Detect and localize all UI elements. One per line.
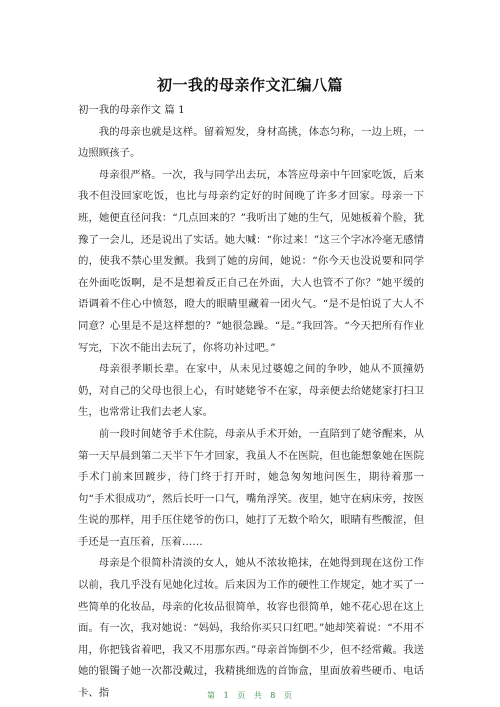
paragraph-4: 前一段时间姥爷手术住院，母亲从手术开始，一直陪到了姥爷醒来，从第一天早晨到第二天半下午才回家，我虽人不在医院，但也能想象她在医院手术门前来回踱步，待门终于打开时，她急匆匆地问医生，期待着那一句“手术很成功”，然后长吁一口气，嘴角浮笑。夜里，她守在病床旁，按医生说的那样，用手压住姥爷的伤口，她打了无数个哈欠，眼睛有些酸涩，但手还是一直压着，压着……	[78, 427, 424, 548]
paragraph-1: 我的母亲也就是这样。留着短发，身材高挑，体态匀称，一边上班，一边照顾孩子。	[78, 125, 424, 160]
section-heading: 初一我的母亲作文 篇 1	[78, 104, 185, 116]
paragraph-2: 母亲很严格。一次，我与同学出去玩，本答应母亲中午回家吃饭，后来我不但没回家吃饭，也比与母亲约定好的时间晚了许多才回家。母亲一下班，她便直径问我：“几点回来的？”我听出了她的生气，见她板着个脸，犹豫了一会儿，还是说出了实话。她大喊：“你过来！”这三个字冰冷毫无感情的，使我不禁心里发颤。我到了她的房间，她说：“你今天也没说要和同学在外面吃饭啊，是不是想着反正自己在外面，大人也管不了你？”她平缓的语调着不住心中愤怒，瞪大的眼睛里藏着一团火气。“是不是怕说了大人不同意？心里是不是这样想的？”她很急躁。“是。”我回答。“今天把所有作业写完，下次不能出去玩了，你将功补过吧。”	[78, 168, 424, 354]
document-body	[78, 100, 424, 705]
paragraph-5: 母亲是个很简朴清淡的女人，她从不浓妆艳抹，在她得到现在这份工作以前，我几乎没有见她化过妆。后来因为工作的硬性工作规定，她才买了一些简单的化妆品，母亲的化妆品很简单，妆容也很简单，她不花心思在这上面。有一次，我对她说：“妈妈，我给你买只口红吧。”她却笑着说：“不用不用，你把钱省着吧，我又不用那东西。”母亲首饰倒不少，但不经常戴。我送她的银镯子她一次都没戴过，我精挑细选的首饰盒，里面放着些硬币、电话卡、指	[78, 557, 424, 700]
page-footer: 第 1 页 共 8 页	[207, 691, 293, 700]
paragraph-3: 母亲很孝顺长辈。在家中，从未见过婆媳之间的争吵，她从不顶撞奶奶，对自己的父母也很上心，有时姥姥爷不在家，母亲便去给姥姥家打扫卫生，也常常让我们去老人家。	[78, 363, 424, 419]
document-title: 初一我的母亲作文汇编八篇	[156, 76, 343, 94]
